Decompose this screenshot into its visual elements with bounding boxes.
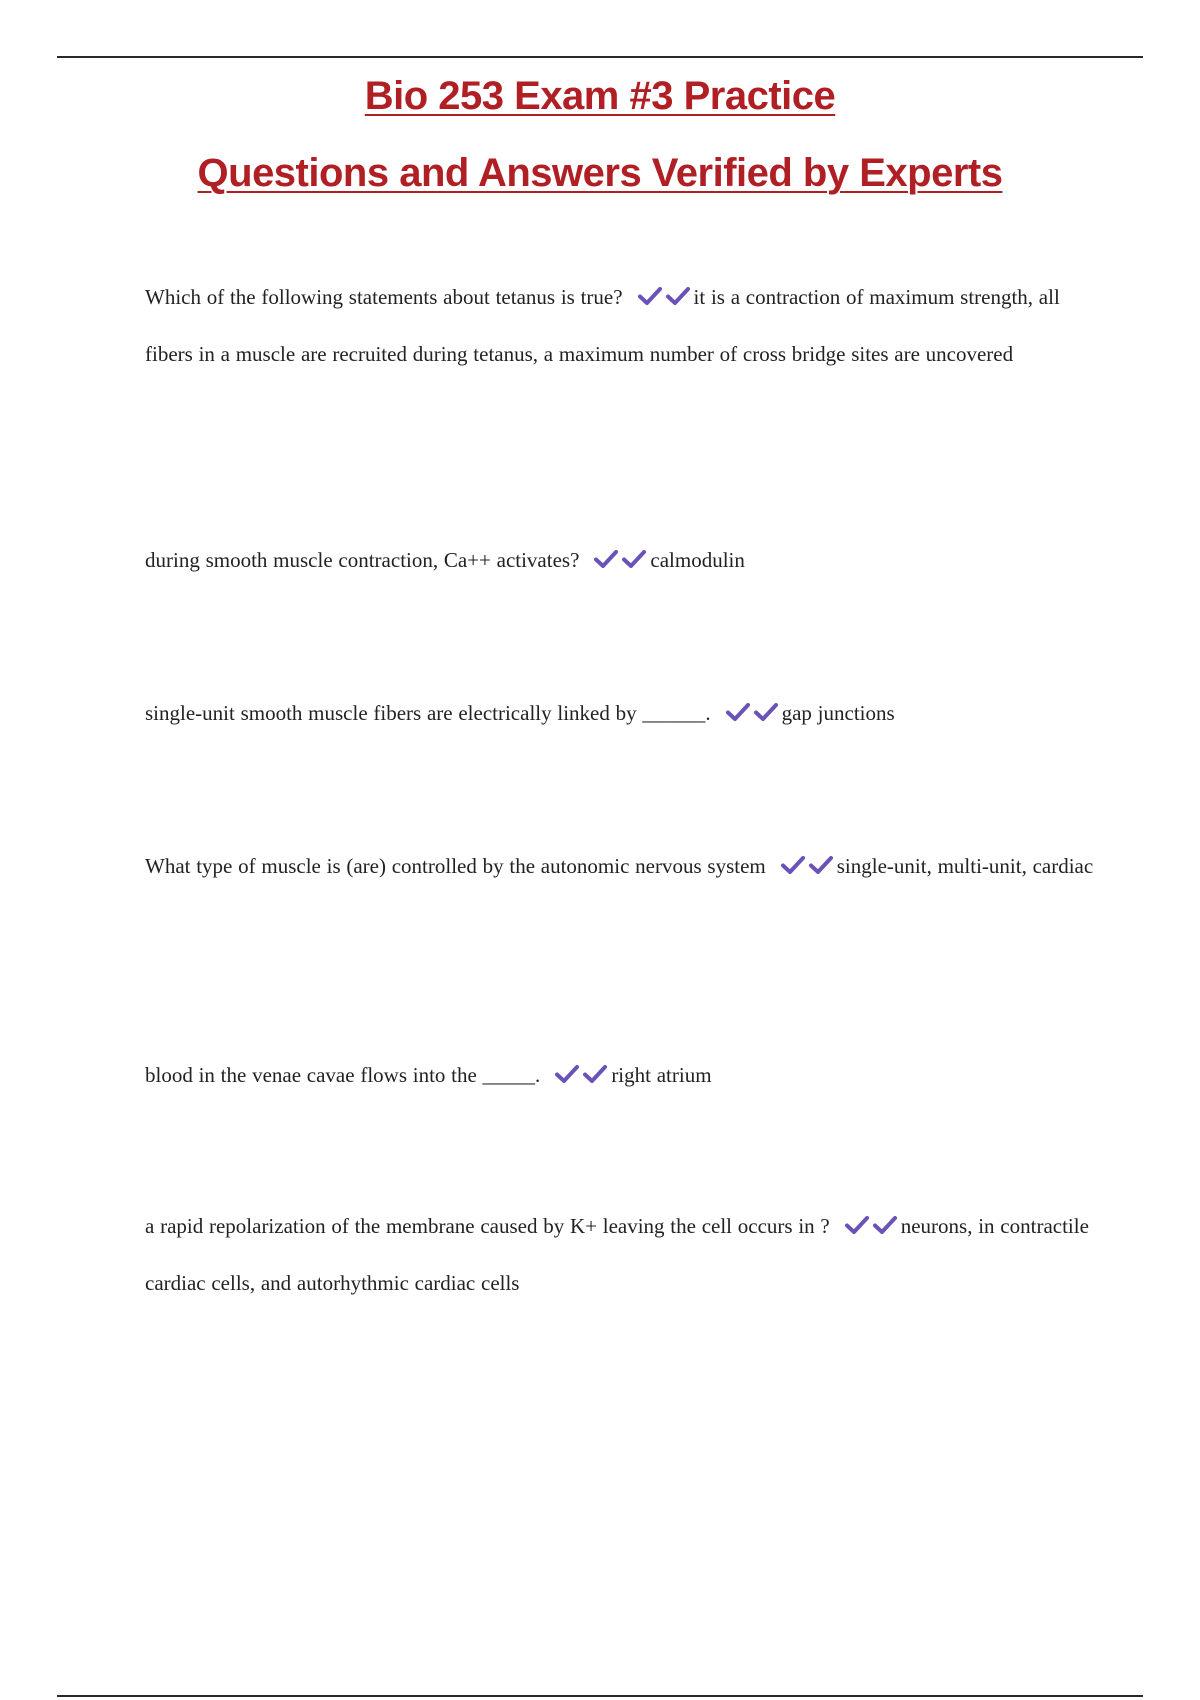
qa-item-4	[145, 838, 1105, 895]
qa-item-3	[145, 685, 1105, 742]
answer-text: single-unit, multi-unit, cardiac	[836, 854, 1094, 878]
question-text: What type of muscle is (are) controlled by the autonomic nervous system	[145, 854, 766, 878]
answer-text: right atrium	[611, 1063, 712, 1087]
answer-text: neurons, in contractile cardiac cells, and autorhythmic cardiac cells	[145, 1214, 1089, 1295]
question-text: Which of the following statements about tetanus is true?	[145, 285, 623, 309]
double-check-icon	[842, 1198, 898, 1255]
document-title	[0, 72, 1200, 197]
answer-text: calmodulin	[650, 548, 745, 572]
answer-text: it is a contraction of maximum strength, all fibers in a muscle are recruited during tetanus, a maximum number of cross bridge sites are uncovered	[145, 285, 1060, 366]
qa-item-1	[145, 269, 1105, 383]
question-text: single-unit smooth muscle fibers are electrically linked by ______.	[145, 701, 711, 725]
title-line-1: Bio 253 Exam #3 Practice	[364, 74, 836, 118]
answer-text: gap junctions	[781, 701, 895, 725]
bottom-divider	[57, 1695, 1143, 1697]
double-check-icon	[778, 838, 834, 895]
double-check-icon	[723, 685, 779, 742]
double-check-icon	[591, 532, 647, 589]
double-check-icon	[635, 269, 691, 326]
question-text: a rapid repolarization of the membrane caused by K+ leaving the cell occurs in ?	[145, 1214, 830, 1238]
qa-item-6	[145, 1198, 1105, 1312]
qa-item-2	[145, 532, 1105, 589]
question-text: blood in the venae cavae flows into the _____.	[145, 1063, 541, 1087]
double-check-icon	[552, 1047, 608, 1104]
title-line-2: Questions and Answers Verified by Experts	[197, 151, 1003, 195]
top-divider	[57, 56, 1143, 58]
question-text: during smooth muscle contraction, Ca++ activates?	[145, 548, 580, 572]
qa-item-5	[145, 1047, 1105, 1104]
